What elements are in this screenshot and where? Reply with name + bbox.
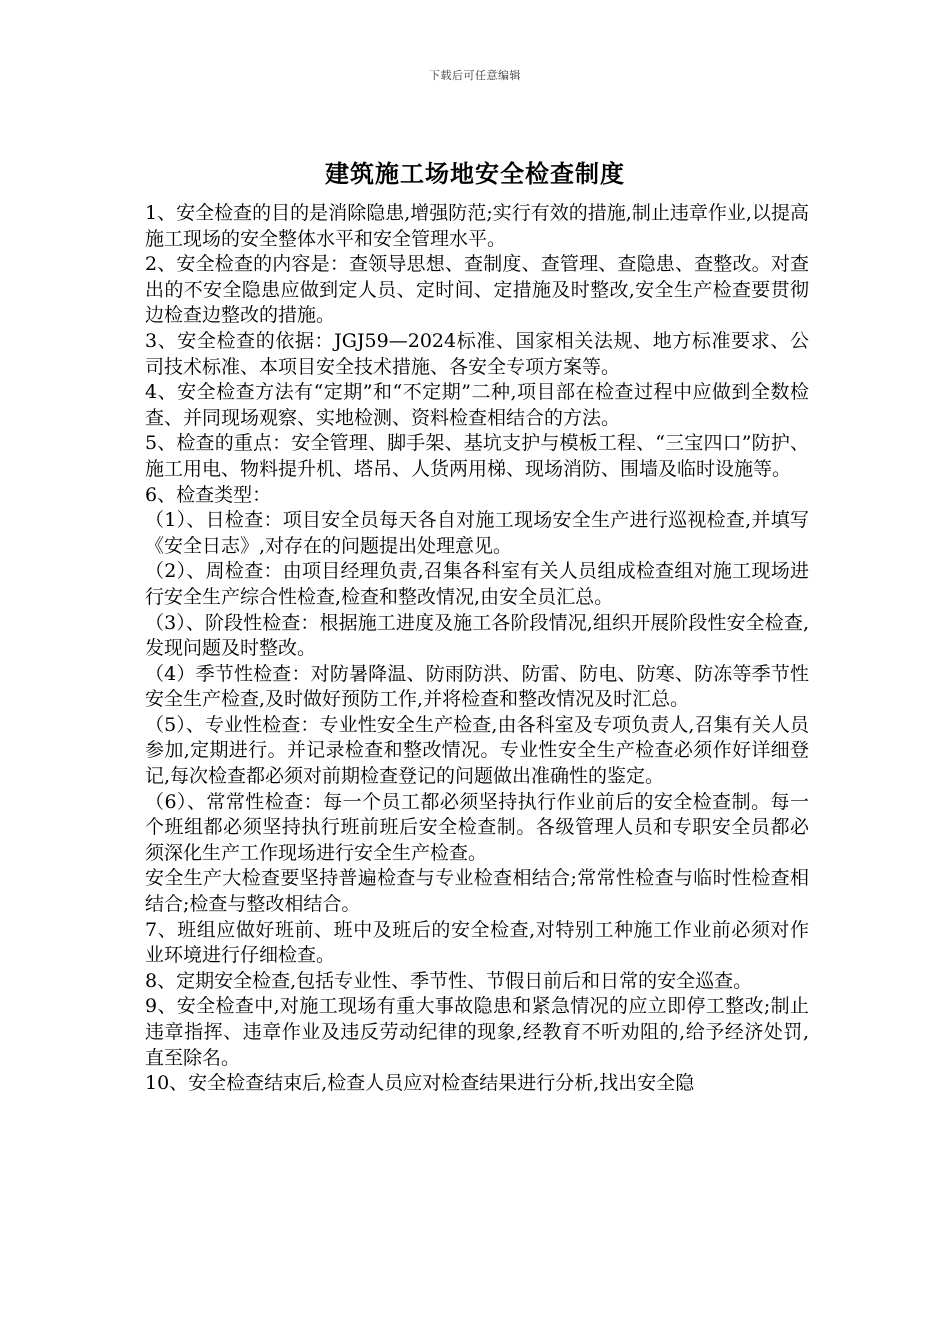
paragraph-8: 8、定期安全检查,包括专业性、季节性、节假日前后和日常的安全巡查。	[145, 969, 753, 992]
paragraph-6-summary: 安全生产大检查要坚持普遍检查与专业检查相结合;常常性检查与临时性检查相结合;检查与整改相结合。	[145, 867, 809, 916]
paragraph-4: 4、安全检查方法有“定期”和“不定期”二种,项目部在检查过程中应做到全数检查、并同现场观察、实地检测、资料检查相结合的方法。	[145, 381, 809, 429]
document-title: 建筑施工场地安全检查制度	[325, 159, 625, 188]
paragraph-7: 7、班组应做好班前、班中及班后的安全检查,对特别工种施工作业前必须对作业环境进行仔细检查。	[145, 918, 809, 967]
paragraph-6: 6、检查类型：	[145, 483, 272, 506]
paragraph-6-2: （2）、周检查：由项目经理负责,召集各科室有关人员组成检查组对施工现场进行安全生产综合性检查,检查和整改情况,由安全员汇总。	[145, 560, 809, 608]
paragraph-5: 5、检查的重点：安全管理、脚手架、基坑支护与模板工程、“三宝四口”防护、施工用电、物料提升机、塔吊、人货两用梯、现场消防、围墙及临时设施等。	[145, 432, 809, 480]
paragraph-3: 3、安全检查的依据：JGJ59—2024标准、国家相关法规、地方标准要求、公司技术标准、本项目安全技术措施、各安全专项方案等。	[145, 329, 809, 378]
paragraph-6-3: （3）、阶段性检查：根据施工进度及施工各阶段情况,组织开展阶段性安全检查,发现问题及时整改。	[145, 611, 809, 660]
page-header-note: 下载后可任意编辑	[429, 69, 521, 82]
paragraph-6-1: （1）、日检查：项目安全员每天各自对施工现场安全生产进行巡视检查,并填写《安全日志》,对存在的问题提出处理意见。	[145, 509, 809, 557]
paragraph-2: 2、安全检查的内容是：查领导思想、查制度、查管理、查隐患、查整改。对查出的不安全隐患应做到定人员、定时间、定措施及时整改,安全生产检查要贯彻边检查边整改的措施。	[145, 253, 809, 327]
paragraph-6-4: （4）季节性检查：对防暑降温、防雨防洪、防雷、防电、防寒、防冻等季节性安全生产检查,及时做好预防工作,并将检查和整改情况及时汇总。	[145, 662, 809, 711]
paragraph-9: 9、安全检查中,对施工现场有重大事故隐患和紧急情况的应立即停工整改;制止违章指挥、违章作业及违反劳动纪律的现象,经教育不听劝阻的,给予经济处罚,直至除名。	[145, 995, 809, 1069]
paragraph-10: 10、安全检查结束后,检查人员应对检查结果进行分析,找出安全隐	[145, 1072, 695, 1095]
paragraph-6-6: （6）、常常性检查：每一个员工都必须坚持执行作业前后的安全检查制。每一个班组都必须坚持执行班前班后安全检查制。各级管理人员和专职安全员都必须深化生产工作现场进行安全生产检查。	[145, 790, 809, 864]
paragraph-1: 1、安全检查的目的是消除隐患,增强防范;实行有效的措施,制止违章作业,以提高施工现场的安全整体水平和安全管理水平。	[145, 202, 809, 250]
paragraph-6-5: （5）、专业性检查：专业性安全生产检查,由各科室及专项负责人,召集有关人员参加,定期进行。并记录检查和整改情况。专业性安全生产检查必须作好详细登记,每次检查都必须对前期检查登记的问题做出准确性的鉴定。	[145, 713, 809, 788]
document-body	[145, 201, 809, 1097]
